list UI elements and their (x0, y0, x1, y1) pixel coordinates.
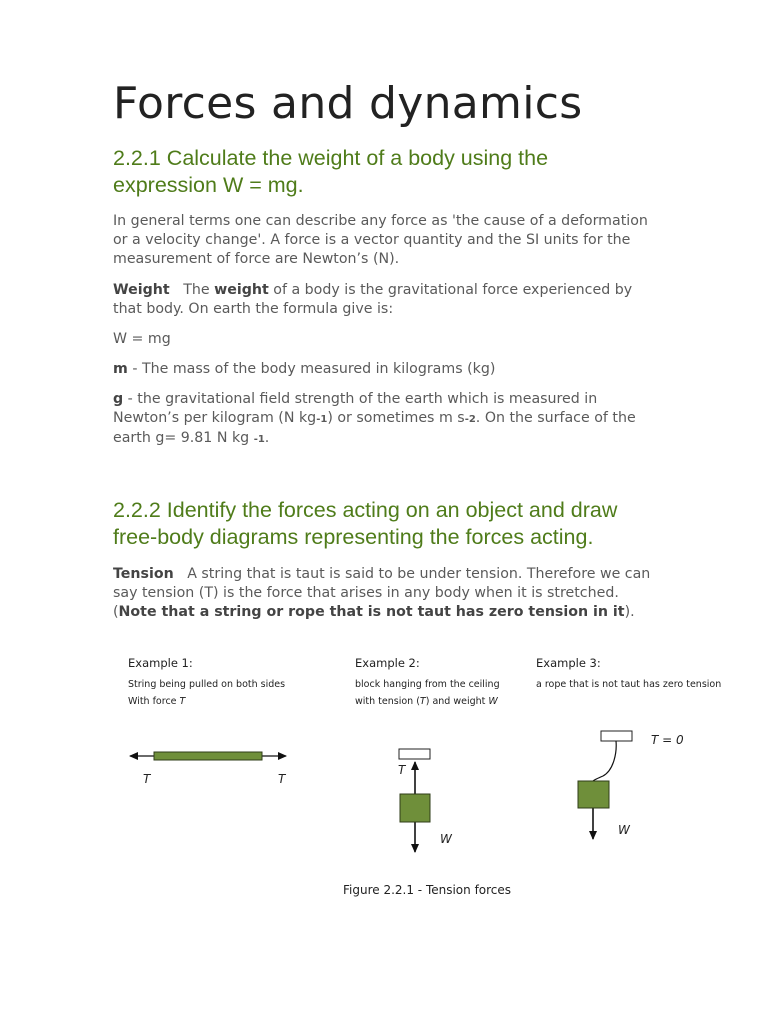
slack-rope (593, 741, 616, 781)
heading-line: expression W = mg. (113, 173, 304, 197)
label-t: T (398, 763, 406, 777)
text: . (264, 430, 270, 446)
tension-note: Note that a string or rope that is not taut has zero tension in it (118, 604, 625, 620)
label-w: W (618, 823, 630, 837)
text: The (183, 282, 210, 298)
example1-line1: String being pulled on both sides (128, 679, 286, 690)
tension-diagram (0, 640, 768, 910)
weight-term: Weight (113, 282, 170, 298)
weight-paragraph (113, 281, 658, 319)
weight-bold: weight (214, 282, 269, 298)
example2-line1: block hanging from the ceiling (355, 679, 500, 690)
text: T (419, 696, 426, 707)
text: - the gravitational field strength of the earth which is measured in Newton’s per kilogram (N kg (113, 391, 598, 426)
ceiling-block (399, 749, 430, 759)
text: W (488, 696, 498, 707)
ceiling-block (601, 731, 632, 741)
label-t-left: T (143, 772, 151, 786)
label-t-zero: T = 0 (651, 733, 684, 747)
heading-line: 2.2.2 Identify the forces acting on an object and draw (113, 498, 618, 522)
exponent: -1 (253, 434, 265, 445)
text: . On the surface of the earth g= 9.81 N kg (113, 410, 636, 446)
section-heading-forces (113, 497, 673, 551)
g-definition (113, 390, 658, 449)
page-title: Forces and dynamics (113, 78, 583, 129)
tension-term: Tension (113, 566, 174, 582)
text: ). (624, 604, 635, 620)
section-heading-weight (113, 145, 673, 199)
mass-definition (113, 360, 658, 379)
example3-title: Example 3: (536, 656, 601, 670)
text: of a body is the gravitational force experienced by that body. On earth the formula give is: (113, 282, 633, 317)
text: with tension ( (355, 696, 420, 707)
example2-title: Example 2: (355, 656, 420, 670)
exponent: -2 (464, 414, 476, 425)
text: ) and weight (425, 696, 489, 707)
label-t-right: T (278, 772, 286, 786)
tension-figure (0, 640, 768, 914)
hanging-block (578, 781, 609, 808)
example2-line2 (355, 696, 498, 707)
tension-paragraph (113, 565, 658, 622)
text: T (179, 696, 186, 707)
formula: W = mg (113, 331, 171, 347)
example1-line2 (128, 696, 187, 707)
example3-line1: a rope that is not taut has zero tension (536, 679, 722, 690)
text: A string that is taut is said to be under tension. Therefore we can say tension (T) is the force that arises in any body when it is stretched. ( (113, 566, 651, 620)
label-w: W (440, 832, 452, 846)
heading-line: free-body diagrams representing the forces acting. (113, 525, 594, 549)
exponent: -1 (316, 414, 328, 425)
hanging-block (400, 794, 430, 822)
string-bar (154, 752, 262, 760)
text: ) or sometimes m s (327, 410, 465, 426)
g-term: g (113, 391, 124, 407)
m-term: m (113, 361, 128, 377)
example1-title: Example 1: (128, 656, 193, 670)
intro-paragraph: In general terms one can describe any force as 'the cause of a deformation or a velocity change'. A force is a vector quantity and the SI units for the measurement of force are Newton’s (N). (113, 213, 648, 267)
text: - The mass of the body measured in kilograms (kg) (132, 361, 496, 377)
text: With force (128, 696, 180, 707)
figure-caption: Figure 2.2.1 - Tension forces (343, 883, 512, 897)
heading-line: 2.2.1 Calculate the weight of a body using the (113, 146, 549, 170)
